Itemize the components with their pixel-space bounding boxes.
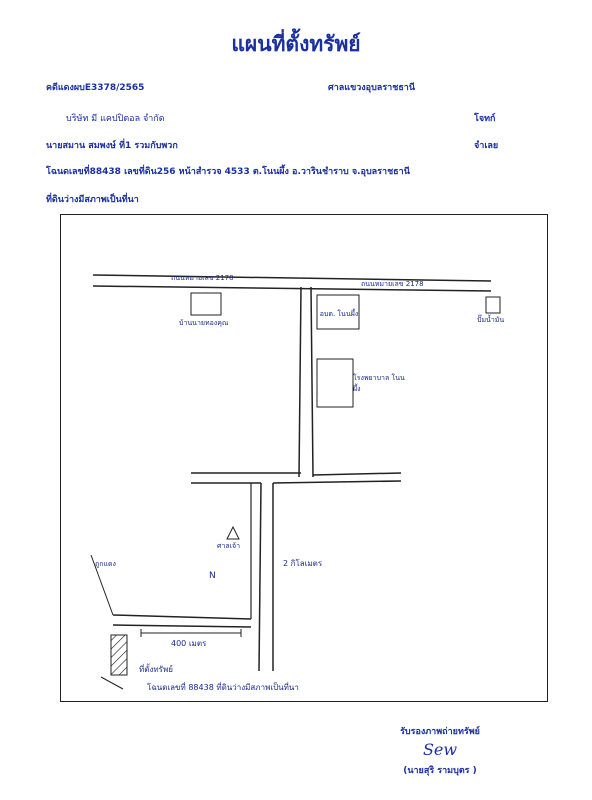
upper-vertical-road-2: [311, 287, 313, 477]
lower-vertical-road: [259, 483, 261, 671]
gas-label: ปั๊มน้ำมัน: [477, 316, 505, 324]
location-map: [60, 214, 548, 702]
upper-vertical-road: [299, 287, 301, 477]
bottom-note: โฉนดเลขที่ 88438 ที่ดินว่างมีสภาพเป็นที่นา: [147, 683, 299, 692]
property-box: [111, 635, 127, 675]
defendant-role: จำเลย: [474, 141, 499, 151]
distance-label: 2 กิโลเมตร: [283, 559, 323, 568]
road-label-left: ถนนหมายเลข 2178: [171, 274, 234, 282]
deed-info: โฉนดเลขที่88438 เลขที่ดิน256 หน้าสำรวจ 4533 ต.โนนผึ้ง อ.วารินชำราบ จ.อุบลราชธานี: [46, 167, 410, 177]
plaintiff-role: โจทก์: [474, 114, 496, 124]
top-road-line-1: [93, 275, 491, 281]
mast-label: ศาลเจ้า: [217, 542, 241, 550]
signature: Sew: [422, 740, 458, 759]
land-status: ที่ดินว่างมีสภาพเป็นที่นา: [46, 195, 139, 205]
mid-road-right-2: [273, 481, 401, 483]
page-title: แผนที่ตั้งทรัพย์: [231, 32, 361, 56]
lower-road: [113, 615, 251, 619]
left-marker: ถูกแดง: [95, 560, 116, 568]
plaintiff-name: บริษัท มี แคปปิตอล จำกัด: [66, 114, 165, 124]
house-box: [191, 293, 221, 315]
map-drawing: [61, 215, 549, 703]
court-name: ศาลแขวงอุบลราชธานี: [328, 83, 416, 93]
distance-bottom: 400 เมตร: [171, 639, 207, 648]
mid-road-right: [313, 473, 401, 475]
signer-name: (นายสุริ รามบุตร ): [403, 766, 477, 776]
case-number: คดีแดงผบE3378/2565: [46, 83, 145, 93]
gas-box: [486, 297, 500, 313]
certify-text: รับรองภาพถ่ายทรัพย์: [400, 727, 480, 737]
school-label: อบต. โนนผึ้ง: [319, 310, 359, 318]
hospital-label: โรงพยาบาล โนนผึ้ง: [353, 374, 405, 393]
road-label-right: ถนนหมายเลข 2178: [361, 280, 424, 288]
north-label: N: [209, 571, 216, 581]
hospital-box: [317, 359, 353, 407]
defendant-name: นายสมาน สมพงษ์ ที่1 รวมกับพวก: [46, 141, 178, 151]
north-arrow-icon: [227, 527, 239, 539]
property-pointer: [101, 677, 123, 689]
house-label: บ้านนายทองคุณ: [179, 319, 229, 327]
property-label: ที่ตั้งทรัพย์: [139, 665, 173, 674]
lower-road-2: [113, 625, 251, 627]
top-road-line-2: [93, 286, 491, 291]
signature-block: [370, 724, 510, 777]
